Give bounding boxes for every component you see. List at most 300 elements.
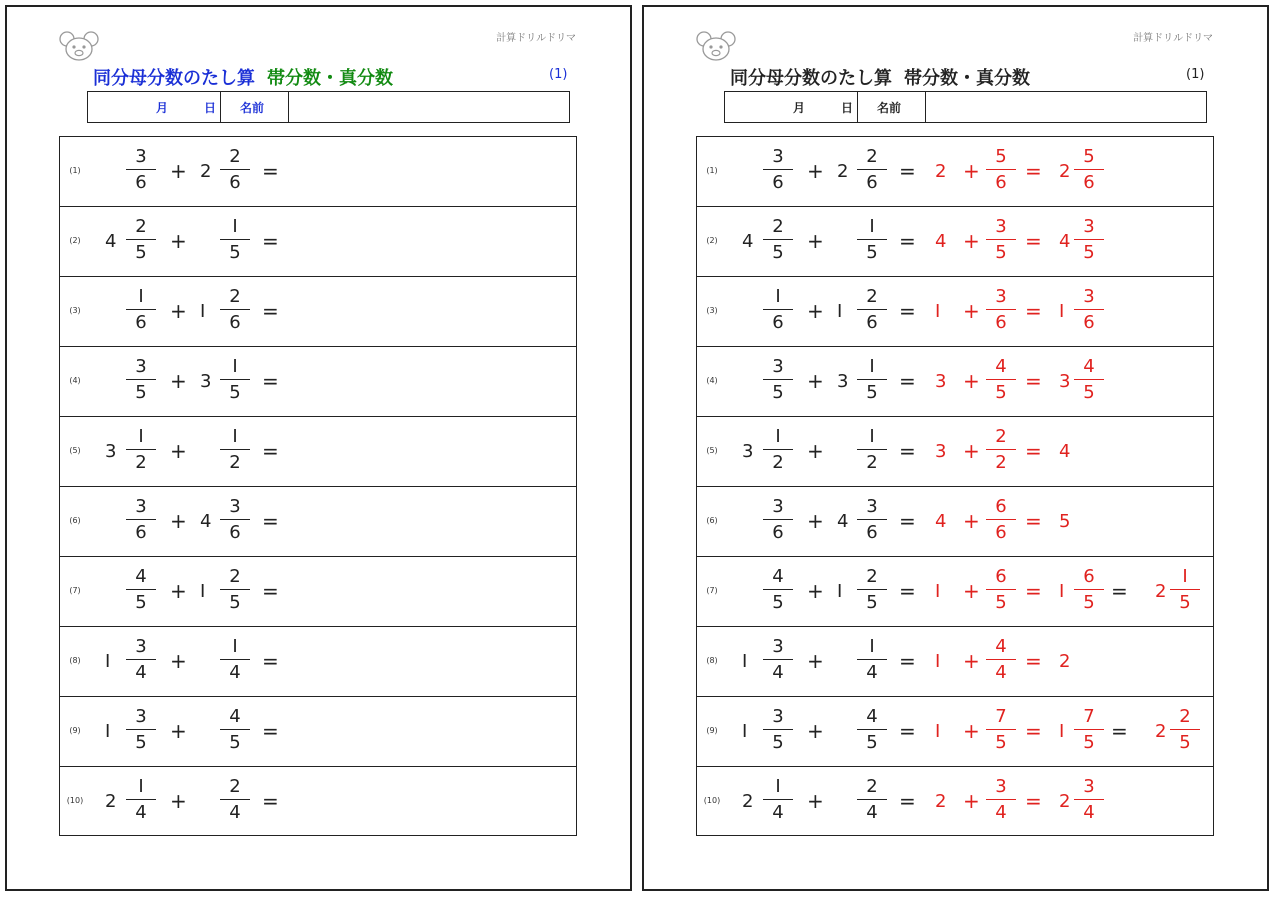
plus-sign: +: [807, 719, 824, 743]
answer-row: [697, 277, 1213, 347]
equals-sign: =: [899, 509, 916, 533]
addend-b-whole: 2: [837, 161, 849, 182]
addend-b-whole: 4: [837, 511, 849, 532]
answer-plus-sign: +: [963, 719, 980, 743]
addend-a-fraction: [128, 217, 154, 265]
addend-b-fraction-numerator: 4: [229, 706, 241, 727]
answer-plus-sign: +: [963, 579, 980, 603]
answer-whole: 2: [1059, 651, 1071, 672]
addend-a-fraction: [765, 217, 791, 265]
problem-row: [60, 697, 576, 767]
answer-fraction-denominator: 5: [1179, 592, 1191, 613]
addend-b-fraction-denominator: 6: [229, 522, 241, 543]
month-label: 月: [793, 101, 806, 115]
answer-fraction-denominator: 5: [995, 592, 1007, 613]
addend-a-fraction-numerator: 3: [772, 636, 784, 657]
addend-b-whole: 3: [200, 371, 212, 392]
addend-b-whole: 2: [200, 161, 212, 182]
addend-b-fraction-denominator: 5: [866, 382, 878, 403]
addend-a-fraction-numerator: 2: [135, 216, 147, 237]
answer-whole: 2: [935, 161, 947, 182]
addend-b-fraction-denominator: 4: [229, 662, 241, 683]
date-cell[interactable]: [725, 92, 858, 122]
answer-plus-sign: +: [963, 789, 980, 813]
equals-sign: =: [899, 369, 916, 393]
equals-sign: =: [262, 719, 279, 743]
addend-b-fraction-denominator: 6: [229, 172, 241, 193]
title-sub: 帯分数・真分数: [904, 68, 1030, 89]
name-label: 名前: [240, 101, 265, 115]
answer-equals-sign: =: [1111, 579, 1128, 603]
answer-fraction: [1076, 777, 1102, 825]
name-date-box: [87, 91, 570, 123]
addend-a-fraction-numerator: 3: [135, 636, 147, 657]
answer-fraction-numerator: I: [1182, 566, 1188, 587]
addend-b-fraction-numerator: 2: [866, 286, 878, 307]
addend-b-fraction-numerator: 2: [229, 566, 241, 587]
addend-a-fraction-denominator: 6: [135, 522, 147, 543]
addend-a-fraction-numerator: 3: [772, 496, 784, 517]
addend-a-whole: 2: [742, 791, 754, 812]
answer-fraction-denominator: 4: [995, 662, 1007, 683]
addend-b-fraction-denominator: 2: [866, 452, 878, 473]
addend-a-fraction: [128, 497, 154, 545]
addend-b-fraction: [222, 217, 248, 265]
equals-sign: =: [262, 509, 279, 533]
addend-a-fraction-numerator: 3: [772, 146, 784, 167]
answer-row: [697, 627, 1213, 697]
answer-fraction-numerator: 3: [1083, 286, 1095, 307]
problem-sheet: [5, 5, 632, 891]
answer-row: [697, 697, 1213, 767]
answer-fraction-denominator: 5: [995, 242, 1007, 263]
problem-row: [60, 137, 576, 207]
addend-a-fraction: [128, 147, 154, 195]
addend-a-whole: I: [105, 651, 111, 672]
answer-fraction: [988, 497, 1014, 545]
answer-fraction: [1172, 707, 1198, 755]
problem-number: (1): [69, 166, 81, 175]
answer-fraction-numerator: 3: [995, 286, 1007, 307]
addend-a-fraction-numerator: 3: [772, 706, 784, 727]
addend-b-fraction: [859, 287, 885, 335]
answer-fraction-denominator: 5: [1083, 242, 1095, 263]
answer-row: [697, 557, 1213, 627]
answer-fraction-denominator: 6: [1083, 312, 1095, 333]
answer-plus-sign: +: [963, 649, 980, 673]
addend-b-fraction: [222, 777, 248, 825]
answer-equals-sign: =: [1025, 299, 1042, 323]
answer-plus-sign: +: [963, 229, 980, 253]
answer-whole: I: [1059, 301, 1065, 322]
answer-equals-sign: =: [1025, 229, 1042, 253]
addend-a-fraction-denominator: 5: [135, 732, 147, 753]
addend-a-fraction-numerator: 4: [135, 566, 147, 587]
answer-whole: 3: [935, 371, 947, 392]
answer-sheet: [642, 5, 1269, 891]
addend-a-fraction: [765, 427, 791, 475]
addend-b-fraction: [859, 427, 885, 475]
addend-b-fraction-denominator: 4: [866, 802, 878, 823]
addend-a-whole: 4: [742, 231, 754, 252]
addend-b-fraction-numerator: I: [232, 426, 238, 447]
plus-sign: +: [170, 159, 187, 183]
answer-fraction-numerator: 2: [995, 426, 1007, 447]
addend-a-fraction: [128, 427, 154, 475]
problem-row: [60, 767, 576, 837]
addend-a-fraction-numerator: I: [775, 426, 781, 447]
addend-b-whole: 3: [837, 371, 849, 392]
addend-a-fraction: [765, 287, 791, 335]
addend-a-fraction-denominator: 2: [135, 452, 147, 473]
addend-a-fraction-numerator: I: [138, 776, 144, 797]
addend-b-fraction-numerator: 2: [229, 286, 241, 307]
addend-a-fraction-numerator: 3: [135, 146, 147, 167]
answer-equals-sign: =: [1025, 789, 1042, 813]
title-main: 同分母分数のたし算: [730, 68, 892, 89]
answer-whole: 4: [935, 231, 947, 252]
addend-a-fraction-numerator: I: [775, 776, 781, 797]
addend-a-fraction: [128, 567, 154, 615]
addend-b-whole: I: [837, 581, 843, 602]
addend-a-fraction: [765, 567, 791, 615]
addend-b-fraction: [222, 567, 248, 615]
addend-b-fraction-numerator: I: [869, 636, 875, 657]
answer-row: [697, 347, 1213, 417]
addend-a-whole: 3: [742, 441, 754, 462]
answer-whole: I: [935, 301, 941, 322]
addend-b-fraction: [222, 637, 248, 685]
answer-fraction-denominator: 5: [1083, 382, 1095, 403]
problem-number: (8): [706, 656, 718, 665]
addend-b-whole: I: [200, 581, 206, 602]
addend-b-fraction-denominator: 2: [229, 452, 241, 473]
addend-b-fraction: [859, 707, 885, 755]
problem-number: (6): [69, 516, 81, 525]
problem-number: (8): [69, 656, 81, 665]
answer-equals-sign: =: [1111, 719, 1128, 743]
addend-a-whole: I: [742, 651, 748, 672]
mouse-face-logo-icon: [59, 29, 99, 63]
sheet-number: (1): [549, 67, 568, 82]
worksheet-title: [730, 64, 1030, 90]
problem-row: [60, 347, 576, 417]
addend-b-fraction-numerator: I: [869, 356, 875, 377]
sheet-number: (1): [1186, 67, 1205, 82]
problem-number: (6): [706, 516, 718, 525]
addend-b-fraction-denominator: 5: [229, 592, 241, 613]
answer-fraction-numerator: 4: [995, 356, 1007, 377]
answer-row: [697, 487, 1213, 557]
answer-fraction-denominator: 6: [995, 312, 1007, 333]
answer-whole: 3: [1059, 371, 1071, 392]
answer-whole: 4: [935, 511, 947, 532]
plus-sign: +: [807, 509, 824, 533]
problem-row: [60, 627, 576, 697]
answer-fraction: [988, 427, 1014, 475]
name-date-box: [724, 91, 1207, 123]
addend-b-fraction-numerator: 3: [229, 496, 241, 517]
answer-fraction: [1076, 287, 1102, 335]
addend-b-whole: I: [837, 301, 843, 322]
equals-sign: =: [262, 789, 279, 813]
equals-sign: =: [899, 719, 916, 743]
addend-b-fraction-numerator: 2: [866, 566, 878, 587]
equals-sign: =: [899, 439, 916, 463]
addend-a-fraction-denominator: 4: [135, 802, 147, 823]
addend-a-fraction-numerator: 2: [772, 216, 784, 237]
answer-whole: I: [935, 721, 941, 742]
plus-sign: +: [807, 649, 824, 673]
brand-label: 計算ドリルドリマ: [496, 33, 576, 44]
answer-equals-sign: =: [1025, 579, 1042, 603]
answer-fraction: [1172, 567, 1198, 615]
equals-sign: =: [899, 649, 916, 673]
answer-whole: 2: [1155, 721, 1167, 742]
answer-fraction: [1076, 357, 1102, 405]
equals-sign: =: [899, 229, 916, 253]
addend-a-fraction-denominator: 5: [772, 732, 784, 753]
answer-equals-sign: =: [1025, 439, 1042, 463]
answer-fraction-numerator: 7: [995, 706, 1007, 727]
addend-b-fraction: [222, 147, 248, 195]
addend-b-fraction: [859, 567, 885, 615]
equals-sign: =: [899, 159, 916, 183]
title-main: 同分母分数のたし算: [93, 68, 255, 89]
equals-sign: =: [262, 229, 279, 253]
problem-number: (5): [706, 446, 718, 455]
addend-b-fraction: [859, 217, 885, 265]
problem-number: (7): [69, 586, 81, 595]
answer-fraction-numerator: 4: [1083, 356, 1095, 377]
addend-b-fraction: [222, 287, 248, 335]
answer-fraction: [1076, 217, 1102, 265]
worksheet-title: [93, 64, 393, 90]
addend-b-fraction: [859, 637, 885, 685]
answer-fraction: [988, 567, 1014, 615]
equals-sign: =: [899, 299, 916, 323]
answer-fraction-denominator: 5: [995, 382, 1007, 403]
equals-sign: =: [899, 789, 916, 813]
addend-b-fraction-denominator: 6: [866, 312, 878, 333]
mouse-face-logo-icon: [696, 29, 736, 63]
answer-fraction-numerator: 4: [995, 636, 1007, 657]
date-cell[interactable]: [88, 92, 221, 122]
addend-b-fraction: [222, 707, 248, 755]
addend-a-fraction-numerator: 3: [135, 706, 147, 727]
answer-row: [697, 417, 1213, 487]
answer-fraction-numerator: 3: [995, 216, 1007, 237]
addend-b-fraction-numerator: I: [869, 216, 875, 237]
addend-b-fraction-denominator: 5: [866, 592, 878, 613]
problem-row: [60, 277, 576, 347]
addend-a-fraction-denominator: 5: [772, 242, 784, 263]
addend-a-fraction-denominator: 2: [772, 452, 784, 473]
addend-b-fraction-denominator: 6: [866, 522, 878, 543]
answer-fraction-numerator: 5: [1083, 146, 1095, 167]
answer-whole: I: [1059, 581, 1065, 602]
problem-number: (2): [69, 236, 81, 245]
problem-number: (5): [69, 446, 81, 455]
problem-number: (3): [69, 306, 81, 315]
plus-sign: +: [807, 789, 824, 813]
equals-sign: =: [899, 579, 916, 603]
plus-sign: +: [807, 579, 824, 603]
addend-b-fraction-numerator: 2: [866, 776, 878, 797]
problem-number: (10): [66, 796, 84, 805]
addend-b-fraction: [859, 777, 885, 825]
addend-b-fraction-numerator: 3: [866, 496, 878, 517]
addend-b-fraction-denominator: 5: [229, 732, 241, 753]
answer-plus-sign: +: [963, 299, 980, 323]
addend-b-fraction: [859, 357, 885, 405]
addend-b-fraction-denominator: 4: [229, 802, 241, 823]
equals-sign: =: [262, 159, 279, 183]
addend-b-fraction-numerator: I: [232, 636, 238, 657]
answer-fraction-numerator: 6: [995, 496, 1007, 517]
plus-sign: +: [170, 649, 187, 673]
problem-number: (3): [706, 306, 718, 315]
equals-sign: =: [262, 579, 279, 603]
addend-b-fraction-numerator: 4: [866, 706, 878, 727]
answer-fraction-denominator: 4: [995, 802, 1007, 823]
addend-a-fraction: [128, 707, 154, 755]
addend-a-fraction-denominator: 5: [135, 382, 147, 403]
addend-b-fraction-denominator: 6: [229, 312, 241, 333]
answer-equals-sign: =: [1025, 509, 1042, 533]
addend-a-fraction: [765, 707, 791, 755]
addend-a-fraction: [765, 637, 791, 685]
problem-row: [60, 417, 576, 487]
answer-whole: 2: [1059, 791, 1071, 812]
addend-b-fraction-numerator: 2: [229, 776, 241, 797]
addend-a-fraction-denominator: 5: [772, 382, 784, 403]
addend-b-fraction: [222, 357, 248, 405]
addend-a-whole: 3: [105, 441, 117, 462]
answer-list: [696, 136, 1214, 836]
answer-fraction-denominator: 6: [1083, 172, 1095, 193]
answer-fraction-numerator: 7: [1083, 706, 1095, 727]
addend-a-fraction-denominator: 5: [135, 242, 147, 263]
addend-a-fraction-denominator: 6: [135, 312, 147, 333]
answer-plus-sign: +: [963, 369, 980, 393]
answer-fraction: [988, 707, 1014, 755]
addend-a-fraction: [128, 357, 154, 405]
plus-sign: +: [807, 439, 824, 463]
answer-whole: 2: [1155, 581, 1167, 602]
problem-number: (4): [69, 376, 81, 385]
problem-number: (7): [706, 586, 718, 595]
problem-number: (4): [706, 376, 718, 385]
answer-fraction: [988, 357, 1014, 405]
answer-fraction: [988, 147, 1014, 195]
answer-fraction-numerator: 3: [1083, 216, 1095, 237]
addend-a-fraction-denominator: 4: [772, 802, 784, 823]
answer-fraction-denominator: 5: [995, 732, 1007, 753]
addend-a-fraction-denominator: 6: [772, 172, 784, 193]
addend-b-fraction-denominator: 5: [866, 732, 878, 753]
addend-a-fraction: [765, 147, 791, 195]
equals-sign: =: [262, 369, 279, 393]
name-label: 名前: [877, 101, 902, 115]
addend-a-fraction-numerator: 3: [772, 356, 784, 377]
addend-a-fraction-denominator: 4: [135, 662, 147, 683]
addend-a-fraction-numerator: I: [138, 426, 144, 447]
answer-whole: I: [935, 581, 941, 602]
problem-row: [60, 557, 576, 627]
addend-a-fraction-denominator: 4: [772, 662, 784, 683]
plus-sign: +: [170, 509, 187, 533]
answer-fraction-denominator: 2: [995, 452, 1007, 473]
answer-row: [697, 207, 1213, 277]
answer-fraction-numerator: 5: [995, 146, 1007, 167]
addend-b-fraction-numerator: I: [232, 216, 238, 237]
answer-fraction-denominator: 6: [995, 522, 1007, 543]
day-label: 日: [204, 101, 217, 115]
addend-b-fraction-denominator: 5: [229, 382, 241, 403]
answer-fraction: [1076, 567, 1102, 615]
addend-a-whole: I: [105, 721, 111, 742]
plus-sign: +: [807, 369, 824, 393]
problem-number: (10): [703, 796, 721, 805]
problem-number: (2): [706, 236, 718, 245]
answer-row: [697, 767, 1213, 837]
plus-sign: +: [170, 439, 187, 463]
problem-row: [60, 207, 576, 277]
addend-b-fraction-numerator: 2: [229, 146, 241, 167]
addend-b-fraction: [859, 497, 885, 545]
addend-a-fraction-denominator: 6: [772, 522, 784, 543]
answer-equals-sign: =: [1025, 159, 1042, 183]
title-sub: 帯分数・真分数: [267, 68, 393, 89]
answer-plus-sign: +: [963, 439, 980, 463]
addend-a-whole: I: [742, 721, 748, 742]
addend-b-fraction: [859, 147, 885, 195]
addend-a-fraction-denominator: 5: [135, 592, 147, 613]
problem-row: [60, 487, 576, 557]
answer-fraction-denominator: 5: [1083, 732, 1095, 753]
equals-sign: =: [262, 439, 279, 463]
answer-whole: 2: [935, 791, 947, 812]
answer-fraction-denominator: 4: [1083, 802, 1095, 823]
answer-fraction: [988, 287, 1014, 335]
addend-b-whole: I: [200, 301, 206, 322]
addend-a-fraction: [765, 497, 791, 545]
addend-b-fraction-denominator: 5: [229, 242, 241, 263]
answer-whole: 4: [1059, 441, 1071, 462]
addend-b-fraction-denominator: 5: [866, 242, 878, 263]
addend-a-fraction-denominator: 5: [772, 592, 784, 613]
answer-fraction-denominator: 5: [1083, 592, 1095, 613]
addend-a-fraction-denominator: 6: [135, 172, 147, 193]
addend-b-fraction-denominator: 4: [866, 662, 878, 683]
plus-sign: +: [170, 229, 187, 253]
answer-whole: 5: [1059, 511, 1071, 532]
equals-sign: =: [262, 299, 279, 323]
equals-sign: =: [262, 649, 279, 673]
answer-equals-sign: =: [1025, 649, 1042, 673]
answer-whole: 2: [1059, 161, 1071, 182]
addend-b-fraction-numerator: I: [869, 426, 875, 447]
addend-a-fraction-numerator: I: [138, 286, 144, 307]
problem-number: (1): [706, 166, 718, 175]
plus-sign: +: [170, 789, 187, 813]
addend-b-whole: 4: [200, 511, 212, 532]
addend-a-fraction: [765, 357, 791, 405]
addend-a-fraction: [765, 777, 791, 825]
addend-a-fraction-numerator: 4: [772, 566, 784, 587]
addend-b-fraction: [222, 497, 248, 545]
